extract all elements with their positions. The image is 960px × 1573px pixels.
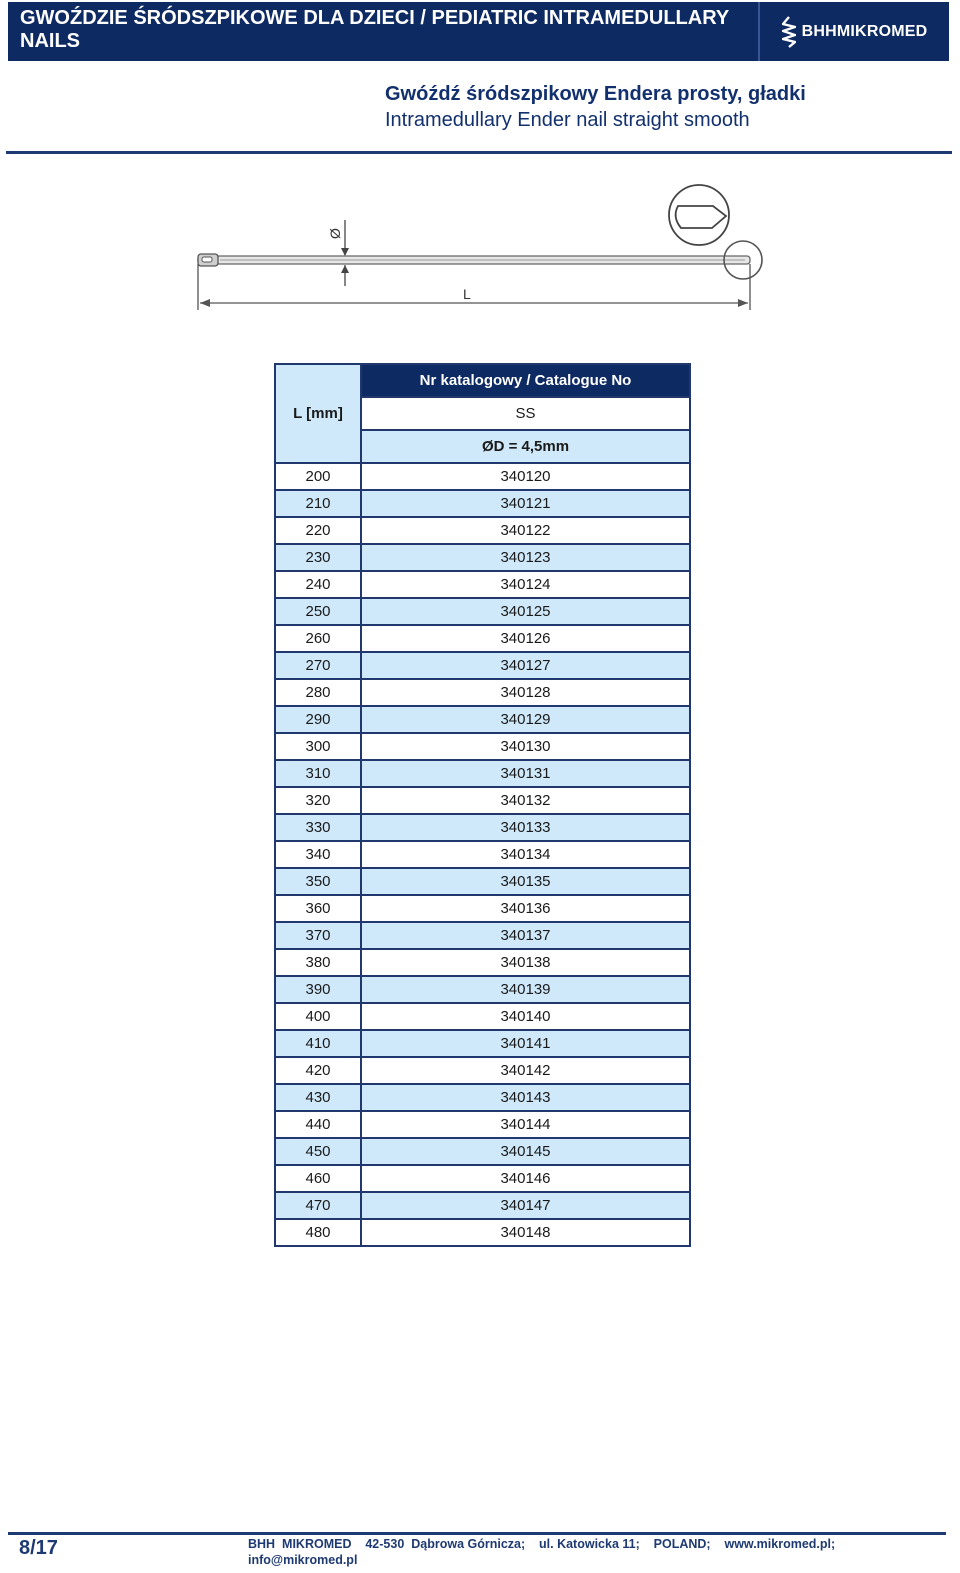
- logo-icon: [782, 16, 796, 48]
- catalogue-number-cell: 340148: [361, 1219, 690, 1246]
- catalogue-number-cell: 340144: [361, 1111, 690, 1138]
- table-row: [275, 760, 690, 787]
- table-row: [275, 1165, 690, 1192]
- catalogue-number-cell: 340142: [361, 1057, 690, 1084]
- catalogue-number-cell: 340123: [361, 544, 690, 571]
- product-name-en: Intramedullary Ender nail straight smooth: [385, 109, 750, 131]
- footer-email: info@mikromed.pl: [248, 1553, 358, 1567]
- length-cell: 230: [275, 544, 361, 571]
- length-cell: 390: [275, 976, 361, 1003]
- catalogue-number-cell: 340139: [361, 976, 690, 1003]
- page-number: 8/17: [19, 1537, 58, 1559]
- catalogue-number-cell: 340138: [361, 949, 690, 976]
- table-row: [275, 949, 690, 976]
- catalogue-number-cell: 340146: [361, 1165, 690, 1192]
- length-cell: 310: [275, 760, 361, 787]
- length-cell: 370: [275, 922, 361, 949]
- catalogue-number-cell: 340131: [361, 760, 690, 787]
- length-cell: 280: [275, 679, 361, 706]
- diameter-cell: ØD = 4,5mm: [361, 430, 690, 463]
- catalogue-number-cell: 340141: [361, 1030, 690, 1057]
- table-row: [275, 868, 690, 895]
- cross-section: [669, 185, 729, 245]
- catalogue-column-header: Nr katalogowy / Catalogue No: [361, 364, 690, 397]
- diameter-symbol: Ø: [327, 228, 343, 239]
- length-cell: 410: [275, 1030, 361, 1057]
- length-cell: 250: [275, 598, 361, 625]
- length-cell: 200: [275, 463, 361, 490]
- length-cell: 450: [275, 1138, 361, 1165]
- logo-text: BHHMIKROMED: [801, 22, 928, 40]
- catalogue-number-cell: 340137: [361, 922, 690, 949]
- catalogue-number-cell: 340147: [361, 1192, 690, 1219]
- footer-line-1: BHH MIKROMED 42-530 Dąbrowa Górnicza; ul. Katowicka 11; POLAND; www.mikromed.pl;: [248, 1537, 836, 1551]
- table-header-row: [275, 364, 690, 397]
- length-cell: 290: [275, 706, 361, 733]
- table-row: [275, 1084, 690, 1111]
- length-cell: 210: [275, 490, 361, 517]
- table-row: [275, 652, 690, 679]
- nail-drawing: [190, 178, 780, 318]
- catalogue-number-cell: 340120: [361, 463, 690, 490]
- length-cell: 470: [275, 1192, 361, 1219]
- catalogue-number-cell: 340133: [361, 814, 690, 841]
- table-row: [275, 544, 690, 571]
- catalogue-number-cell: 340143: [361, 1084, 690, 1111]
- length-label: L: [463, 286, 471, 302]
- catalogue-number-cell: 340135: [361, 868, 690, 895]
- catalogue-number-cell: 340128: [361, 679, 690, 706]
- catalogue-number-cell: 340125: [361, 598, 690, 625]
- table-row: [275, 1111, 690, 1138]
- company-logo: [760, 2, 949, 61]
- table-row: [275, 706, 690, 733]
- table-row: [275, 1192, 690, 1219]
- table-row: [275, 571, 690, 598]
- length-dimension: [198, 264, 750, 310]
- footer-address: [248, 1536, 888, 1568]
- catalogue-number-cell: 340140: [361, 1003, 690, 1030]
- table-row: [275, 976, 690, 1003]
- product-heading: [385, 81, 806, 133]
- catalogue-table: [274, 363, 691, 1247]
- length-cell: 440: [275, 1111, 361, 1138]
- length-cell: 400: [275, 1003, 361, 1030]
- length-cell: 460: [275, 1165, 361, 1192]
- table-row: [275, 787, 690, 814]
- table-row: [275, 841, 690, 868]
- catalogue-number-cell: 340122: [361, 517, 690, 544]
- table-row: [275, 463, 690, 490]
- table-row: [275, 625, 690, 652]
- length-cell: 220: [275, 517, 361, 544]
- length-cell: 260: [275, 625, 361, 652]
- length-cell: 270: [275, 652, 361, 679]
- length-cell: 360: [275, 895, 361, 922]
- table-row: [275, 1138, 690, 1165]
- header-rule: [6, 151, 952, 154]
- catalogue-number-cell: 340132: [361, 787, 690, 814]
- table-row: [275, 814, 690, 841]
- table-row: [275, 598, 690, 625]
- product-name-pl: Gwóźdź śródszpikowy Endera prosty, gładki: [385, 83, 806, 105]
- table-row: [275, 517, 690, 544]
- catalogue-number-cell: 340126: [361, 625, 690, 652]
- diameter-dimension: [327, 220, 349, 286]
- length-column-header: L [mm]: [275, 364, 361, 463]
- table-row: [275, 1219, 690, 1246]
- catalogue-number-cell: 340121: [361, 490, 690, 517]
- catalogue-number-cell: 340124: [361, 571, 690, 598]
- length-cell: 340: [275, 841, 361, 868]
- length-cell: 380: [275, 949, 361, 976]
- table-row: [275, 895, 690, 922]
- length-cell: 240: [275, 571, 361, 598]
- nail-body: [198, 254, 750, 266]
- length-cell: 300: [275, 733, 361, 760]
- catalogue-number-cell: 340127: [361, 652, 690, 679]
- length-cell: 320: [275, 787, 361, 814]
- length-cell: 350: [275, 868, 361, 895]
- catalogue-number-cell: 340129: [361, 706, 690, 733]
- header-bar: [8, 2, 949, 61]
- catalogue-number-cell: 340130: [361, 733, 690, 760]
- document-title: GWOŹDZIE ŚRÓDSZPIKOWE DLA DZIECI / PEDIATRIC INTRAMEDULLARY NAILS: [20, 7, 729, 52]
- table-row: [275, 490, 690, 517]
- table-row: [275, 1057, 690, 1084]
- length-cell: 420: [275, 1057, 361, 1084]
- table-row: [275, 733, 690, 760]
- length-cell: 330: [275, 814, 361, 841]
- table-row: [275, 922, 690, 949]
- length-cell: 430: [275, 1084, 361, 1111]
- catalogue-number-cell: 340136: [361, 895, 690, 922]
- catalogue-number-cell: 340145: [361, 1138, 690, 1165]
- footer-rule: [8, 1532, 946, 1535]
- catalogue-number-cell: 340134: [361, 841, 690, 868]
- material-cell: SS: [361, 397, 690, 430]
- table-row: [275, 1003, 690, 1030]
- table-row: [275, 679, 690, 706]
- table-row: [275, 1030, 690, 1057]
- length-cell: 480: [275, 1219, 361, 1246]
